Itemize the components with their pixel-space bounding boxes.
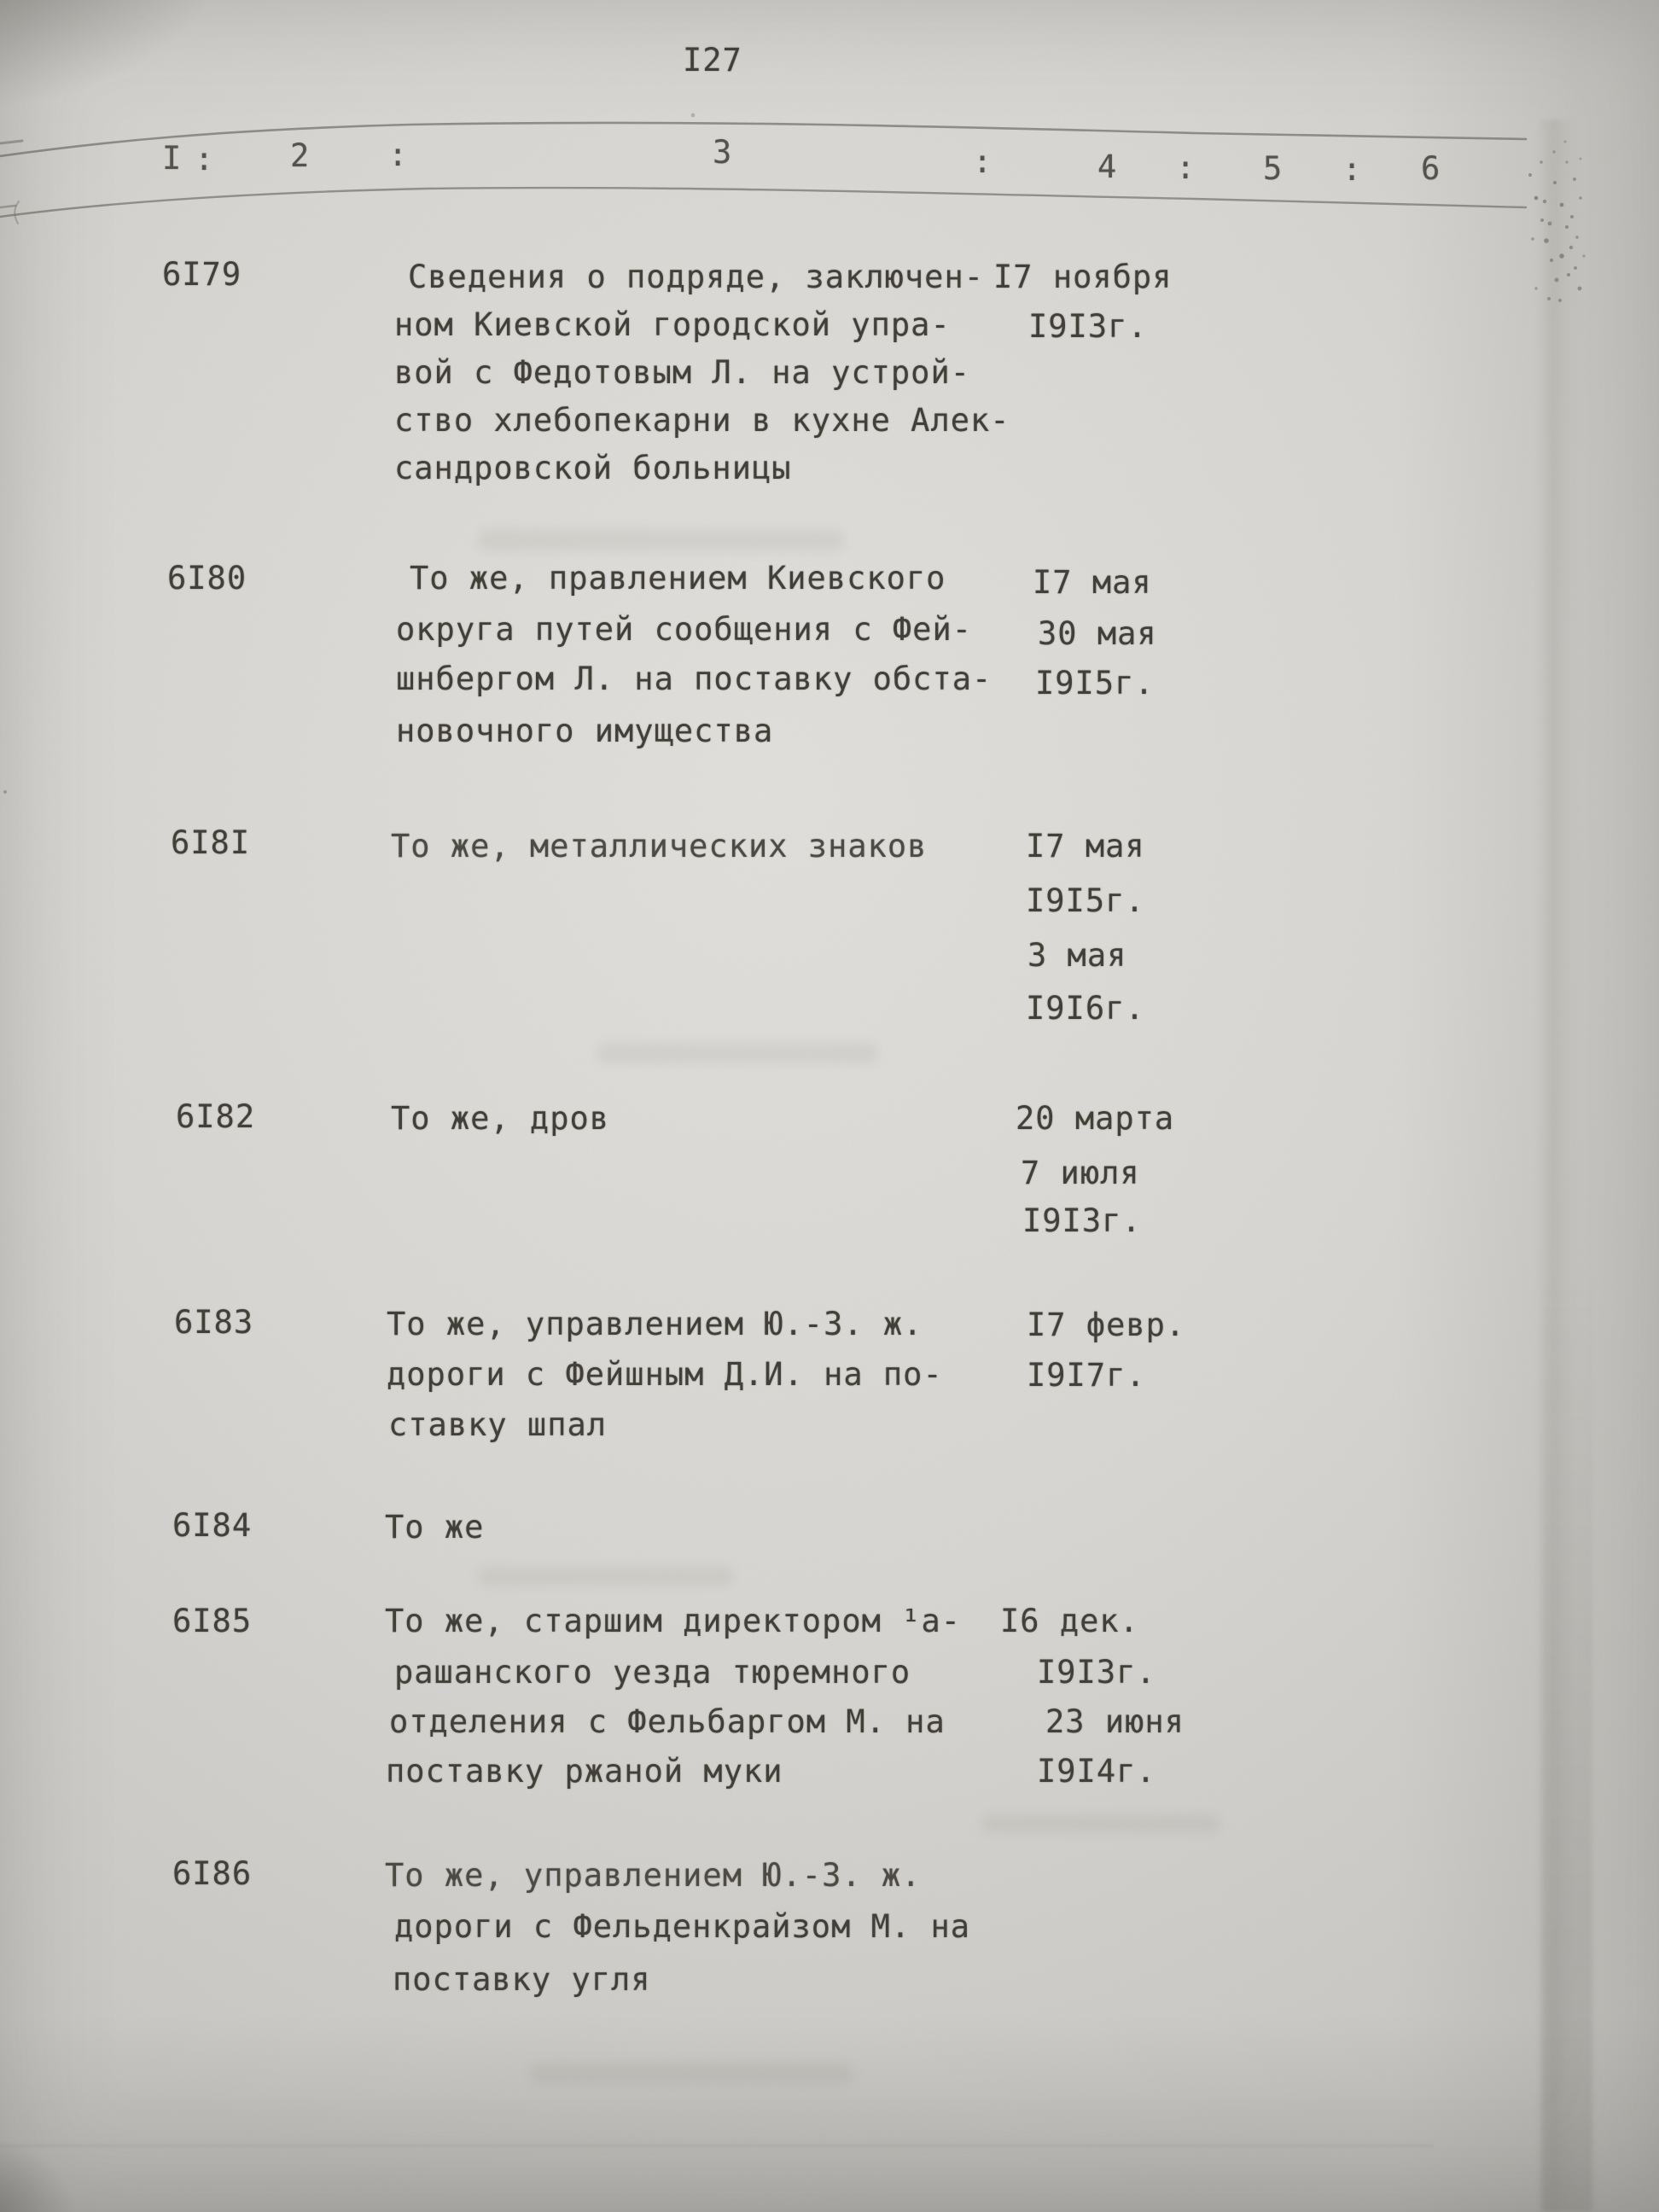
entry-6179-desc-line-3: вой с Федотовым Л. на устрой-: [394, 354, 971, 391]
entry-6186-desc-line-3: поставку угля: [393, 1961, 651, 1998]
column-separator: :: [973, 143, 993, 180]
entry-6185-desc-line-4: поставку ржаной муки: [386, 1753, 783, 1790]
entry-6186-desc-line-1: То же, управлением Ю.-З. ж.: [385, 1857, 922, 1894]
entry-6183-desc-line-1: То же, управлением Ю.-З. ж.: [387, 1306, 923, 1342]
entry-6185-date-line-2: I9I3г.: [1037, 1654, 1156, 1691]
entry-6184-number: 6I84: [172, 1507, 253, 1544]
entry-6180-desc-line-4: новочного имущества: [396, 713, 774, 749]
entry-6180-date-line-3: I9I5г.: [1035, 665, 1155, 701]
entry-6182-date-line-1: 20 марта: [1016, 1100, 1175, 1137]
entry-6185-date-line-3: 23 июня: [1045, 1703, 1185, 1740]
entry-6181-date-line-3: 3 мая: [1027, 937, 1127, 974]
entry-6182-desc-line-1: То же, дров: [391, 1100, 610, 1137]
column-header-5: 5: [1263, 150, 1284, 187]
entry-6185-desc-line-2: рашанского уезда тюремного: [394, 1654, 911, 1691]
entry-6179-number: 6I79: [162, 256, 242, 293]
entry-6180-date-line-2: 30 мая: [1038, 615, 1157, 652]
entry-6186-desc-line-2: дороги с Фельденкрайзом М. на: [394, 1908, 971, 1945]
entry-6180-date-line-1: I7 мая: [1033, 564, 1152, 601]
entry-6181-number: 6I8I: [171, 824, 251, 861]
column-separator: :: [1342, 151, 1363, 188]
entry-6180-desc-line-1: То же, правлением Киевского: [410, 560, 946, 597]
column-separator: :: [195, 141, 215, 178]
entry-6179-desc-line-1: Сведения о подряде, заключен-: [408, 259, 985, 295]
entry-6185-date-line-1: I6 дек.: [1000, 1603, 1139, 1639]
entry-6183-desc-line-2: дороги с Фейшным Д.И. на по-: [387, 1356, 943, 1393]
entry-6180-desc-line-3: шнбергом Л. на поставку обста-: [396, 661, 992, 697]
entry-6185-date-line-4: I9I4г.: [1037, 1753, 1156, 1790]
entry-6183-date-line-1: I7 февр.: [1027, 1307, 1186, 1343]
entry-6181-date-line-2: I9I5г.: [1026, 882, 1145, 919]
column-header-3: 3: [713, 134, 733, 171]
entry-6184-desc-line-1: То же: [385, 1509, 485, 1545]
entry-6179-desc-line-4: ство хлебопекарни в кухне Алек-: [394, 402, 1010, 439]
column-separator: :: [1176, 149, 1196, 186]
entry-6181-desc-line-1: То же, металлических знаков: [391, 828, 928, 864]
column-separator: :: [388, 137, 409, 173]
entry-6180-desc-line-2: округа путей сообщения с Фей-: [396, 611, 973, 648]
entry-6186-number: 6I86: [172, 1855, 253, 1892]
entry-6179-desc-line-2: ном Киевской городской упра-: [394, 306, 951, 343]
entry-6179-desc-line-5: сандровской больницы: [394, 450, 792, 486]
entry-6182-date-line-3: I9I3г.: [1022, 1202, 1142, 1239]
column-header-1: I: [162, 140, 183, 177]
entry-6182-date-line-2: 7 июля: [1021, 1155, 1140, 1191]
entry-6182-number: 6I82: [176, 1098, 256, 1135]
entry-6183-date-line-2: I9I7г.: [1027, 1357, 1146, 1394]
entry-6185-desc-line-1: То же, старшим директором ¹а-: [385, 1603, 962, 1639]
entry-6185-number: 6I85: [172, 1603, 253, 1639]
entry-6179-date-line-1: I7 ноября: [993, 259, 1173, 295]
column-header-4: 4: [1097, 148, 1118, 185]
entry-6181-date-line-1: I7 мая: [1026, 828, 1145, 864]
entry-6183-desc-line-3: ставку шпал: [388, 1406, 608, 1443]
column-header-6: 6: [1421, 150, 1441, 187]
entry-6179-date-line-2: I9I3г.: [1028, 308, 1148, 345]
column-header-2: 2: [290, 137, 311, 174]
entry-6183-number: 6I83: [174, 1304, 254, 1341]
entry-6181-date-line-4: I9I6г.: [1026, 990, 1145, 1027]
page-number: I27: [683, 42, 742, 79]
entry-6185-desc-line-3: отделения с Фельбаргом М. на: [389, 1703, 946, 1740]
entry-6180-number: 6I80: [167, 560, 247, 597]
